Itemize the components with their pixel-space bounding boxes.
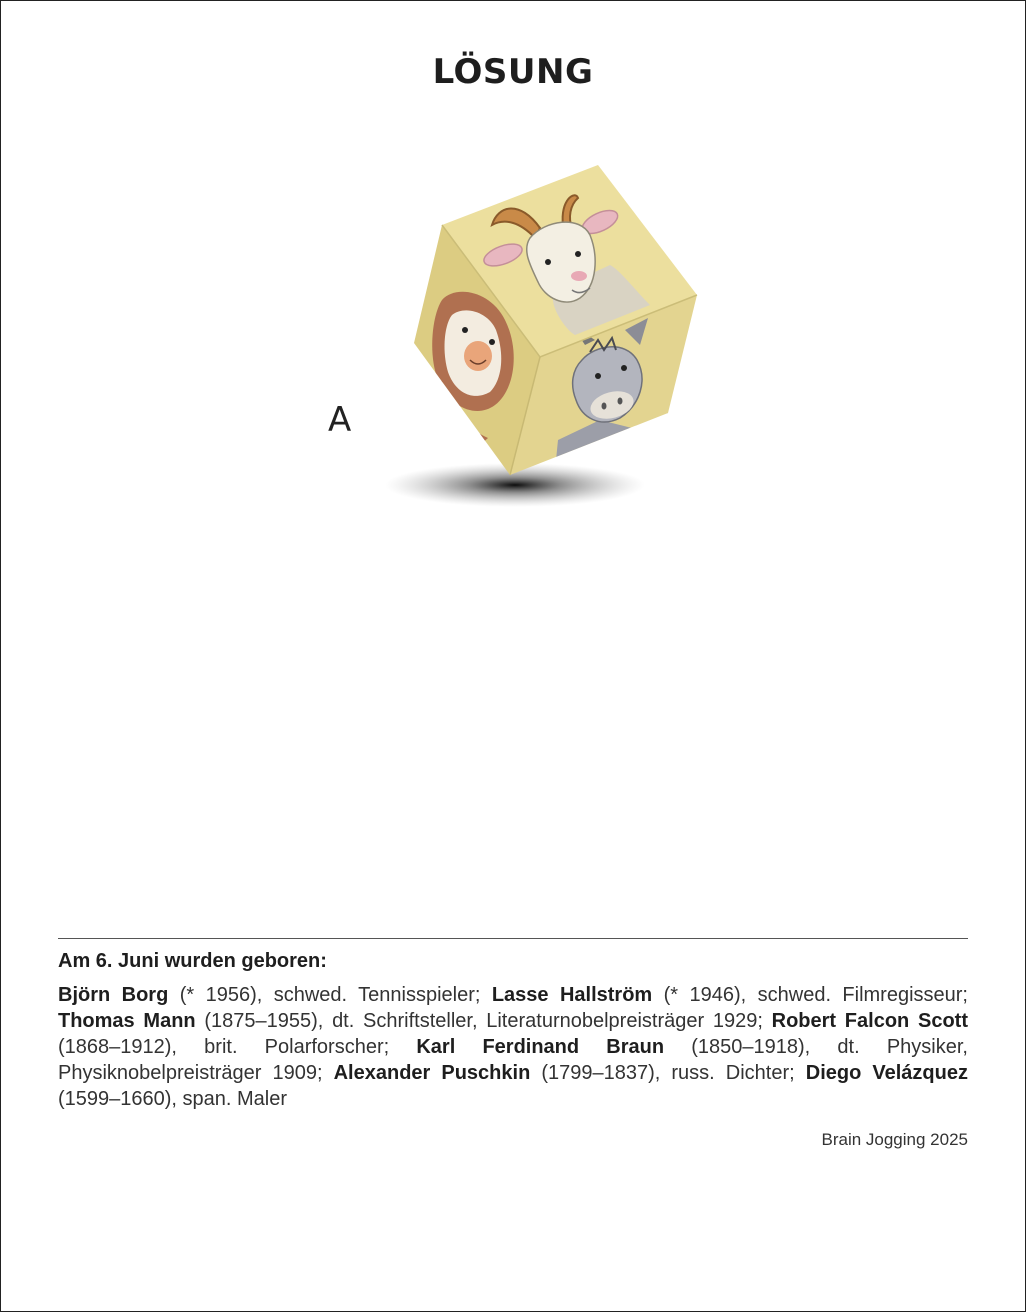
- option-label: A: [328, 400, 352, 440]
- birth-detail: (1875–1955), dt. Schriftsteller, Literaturnobelpreisträger 1929;: [195, 1010, 772, 1032]
- birth-name: Alexander Puschkin: [333, 1062, 531, 1084]
- separator-rule: [58, 938, 968, 939]
- birth-name: Diego Velázquez: [805, 1062, 968, 1084]
- births-paragraph: [58, 982, 968, 1112]
- birth-detail: (1868–1912), brit. Polarforscher;: [58, 1036, 417, 1058]
- birth-detail: (1599–1660), span. Maler: [58, 1088, 288, 1110]
- birth-detail: (1850–1918), dt. Physiker, Physiknobelpreisträger 1909;: [58, 1036, 968, 1084]
- birth-name: Björn Borg: [58, 984, 169, 1006]
- birth-name: Lasse Hallström: [491, 984, 653, 1006]
- page-title: LÖSUNG: [432, 52, 594, 92]
- birth-detail: (* 1946), schwed. Filmregisseur;: [652, 984, 968, 1006]
- birth-name: Robert Falcon Scott: [771, 1010, 968, 1032]
- birth-name: Thomas Mann: [58, 1010, 196, 1032]
- birth-name: Karl Ferdinand Braun: [416, 1036, 665, 1058]
- animal-cube-illustration: [370, 150, 710, 520]
- credit-line: Brain Jogging 2025: [821, 1130, 968, 1149]
- birth-detail: (* 1956), schwed. Tennisspieler;: [168, 984, 492, 1006]
- births-heading: Am 6. Juni wurden geboren:: [58, 950, 327, 972]
- birth-detail: (1799–1837), russ. Dichter;: [530, 1062, 806, 1084]
